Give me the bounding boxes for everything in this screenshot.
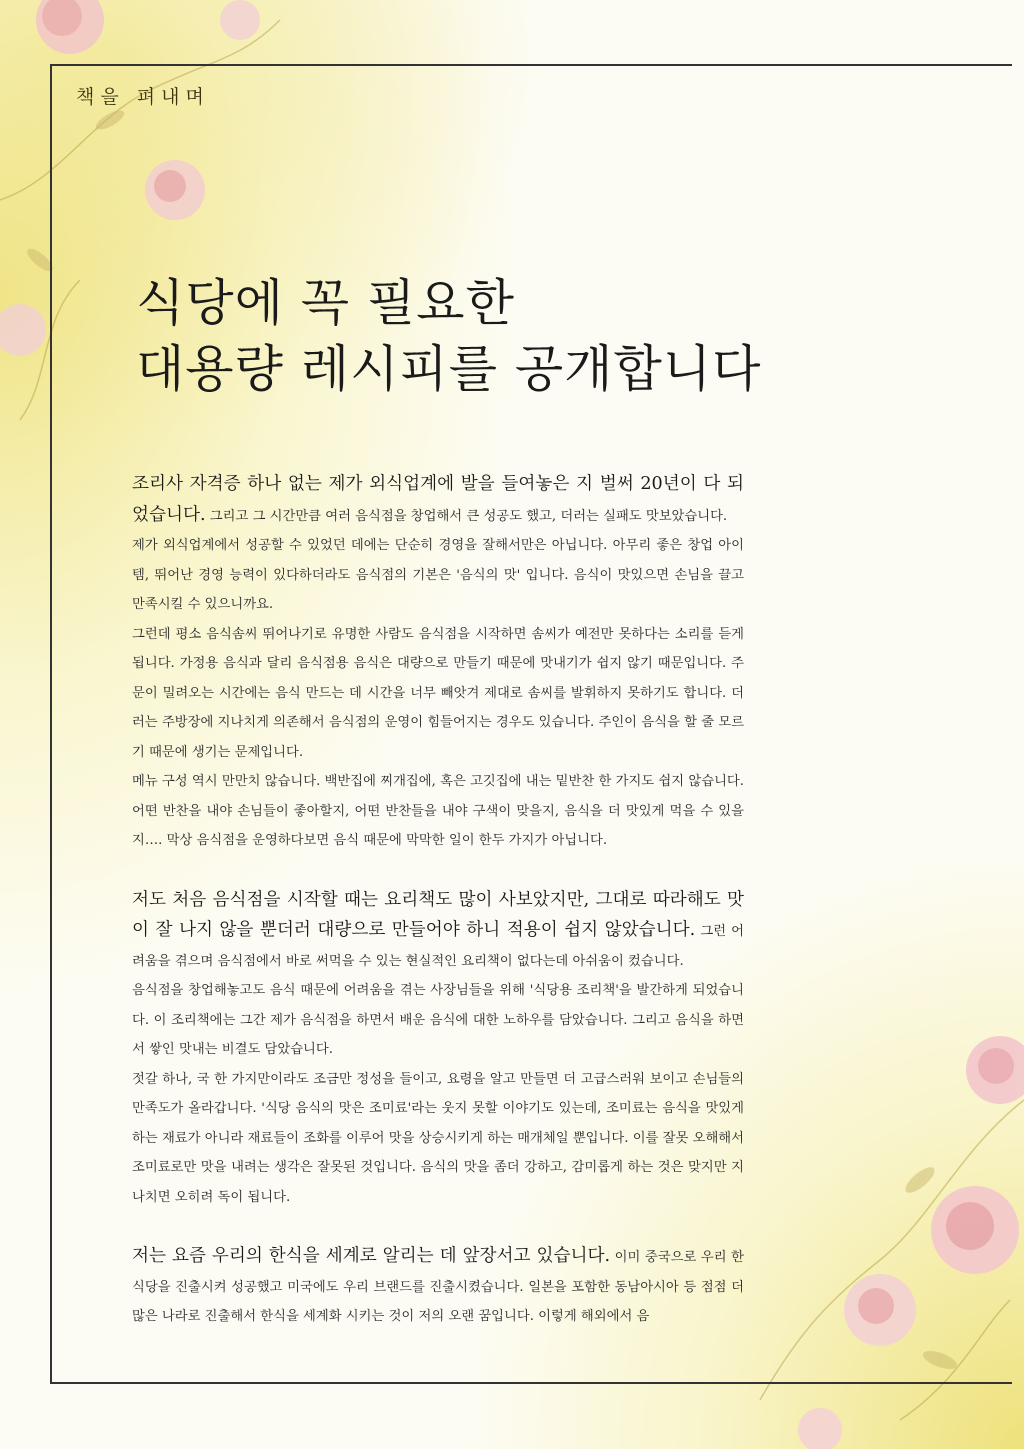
paragraph-text: 메뉴 구성 역시 만만치 않습니다. 백반집에 찌개집에, 혹은 고깃집에 내는 밑반찬 한 가지도 쉽지 않습니다. 어떤 반찬을 내야 손님들이 좋아할지, 어떤 반찬들을 내야 구색이 맞을지, 음식을 더 맛있게 먹을 수 있을지…. 막상 음식점을 운영하다보면 음식 때문에 막막한 일이 한두 가지가 아닙니다. <box>132 774 744 848</box>
paragraph-text: 음식점을 창업해놓고도 음식 때문에 어려움을 겪는 사장님들을 위해 '식당용 조리책'을 발간하게 되었습니다. 이 조리책에는 그간 제가 음식점을 하면서 배운 음식에 대한 노하우를 담았습니다. 그리고 음식을 하면서 쌓인 맛내는 비결도 담았습니다. <box>132 983 744 1057</box>
paragraph-text: 그리고 그 시간만큼 여러 음식점을 창업해서 큰 성공도 했고, 더러는 실패도 맛보았습니다. <box>205 508 728 524</box>
paragraph-7 <box>132 1065 744 1213</box>
paragraph-lead: 조리사 자격증 하나 없는 제가 외식업계에 발을 들여놓은 지 벌써 20년이 다 되었습니다. <box>132 474 744 525</box>
paragraph-5 <box>132 886 744 977</box>
paragraph-text: 이미 중국으로 우리 한식당을 진출시켜 성공했고 미국에도 우리 브랜드를 진출시켰습니다. 일본을 포함한 동남아시아 등 점점 더 많은 나라로 진출해서 한식을 세계화 시키는 것이 저의 오랜 꿈입니다. 이렇게 해외에서 음 <box>132 1250 744 1324</box>
paragraph-3 <box>132 620 744 768</box>
section-label: 책을 펴내며 <box>76 86 210 108</box>
paragraph-lead: 저는 요즘 우리의 한식을 세계로 알리는 데 앞장서고 있습니다. <box>132 1246 611 1266</box>
paragraph-8 <box>132 1242 744 1332</box>
body-text <box>132 470 744 1332</box>
paragraph-text: 젓갈 하나, 국 한 가지만이라도 조금만 정성을 들이고, 요령을 알고 만들면 더 고급스러워 보이고 손님들의 만족도가 올라갑니다. '식당 음식의 맛은 조미료'라는 웃지 못할 이야기도 있는데, 조미료는 음식을 맛있게 하는 재료가 아니라 재료들이 조화를 이루어 맛을 상승시키게 하는 매개체일 뿐입니다. 이를 잘못 오해해서 조미료로만 맛을 내려는 생각은 잘못된 것입니다. 음식의 맛을 좀더 강하고, 감미롭게 하는 것은 맞지만 지나치면 오히려 독이 됩니다. <box>132 1071 744 1205</box>
paragraph-4 <box>132 767 744 856</box>
paragraph-1 <box>132 470 744 531</box>
paragraph-2 <box>132 531 744 620</box>
paragraph-lead: 저도 처음 음식점을 시작할 때는 요리책도 많이 사보았지만, 그대로 따라해도 맛이 잘 나지 않을 뿐더러 대량으로 만들어야 하니 적용이 쉽지 않았습니다. <box>132 889 744 940</box>
title-line-1: 식당에 꼭 필요한 <box>136 274 515 332</box>
page-title <box>136 270 836 402</box>
paragraph-text: 그런 어려움을 겪으며 음식점에서 바로 써먹을 수 있는 현실적인 요리책이 없다는데 아쉬움이 컸습니다. <box>132 924 744 969</box>
paragraph-text: 제가 외식업계에서 성공할 수 있었던 데에는 단순히 경영을 잘해서만은 아닙니다. 아무리 좋은 창업 아이템, 뛰어난 경영 능력이 있다하더라도 음식점의 기본은 '음식의 맛' 입니다. 음식이 맛있으면 손님을 끌고 만족시킬 수 있으니까요. <box>132 538 744 612</box>
paragraph-6 <box>132 976 744 1065</box>
title-line-2: 대용량 레시피를 공개합니다 <box>136 340 762 398</box>
paragraph-text: 그런데 평소 음식솜씨 뛰어나기로 유명한 사람도 음식점을 시작하면 솜씨가 예전만 못하다는 소리를 듣게 됩니다. 가정용 음식과 달리 음식점용 음식은 대량으로 만들기 때문에 맛내기가 쉽지 않기 때문입니다. 주문이 밀려오는 시간에는 음식 만드는 데 시간을 너무 빼앗겨 제대로 솜씨를 발휘하지 못하기도 합니다. 더러는 주방장에 지나치게 의존해서 음식점의 운영이 힘들어지는 경우도 있습니다. 주인이 음식을 할 줄 모르기 때문에 생기는 문제입니다. <box>132 626 744 760</box>
